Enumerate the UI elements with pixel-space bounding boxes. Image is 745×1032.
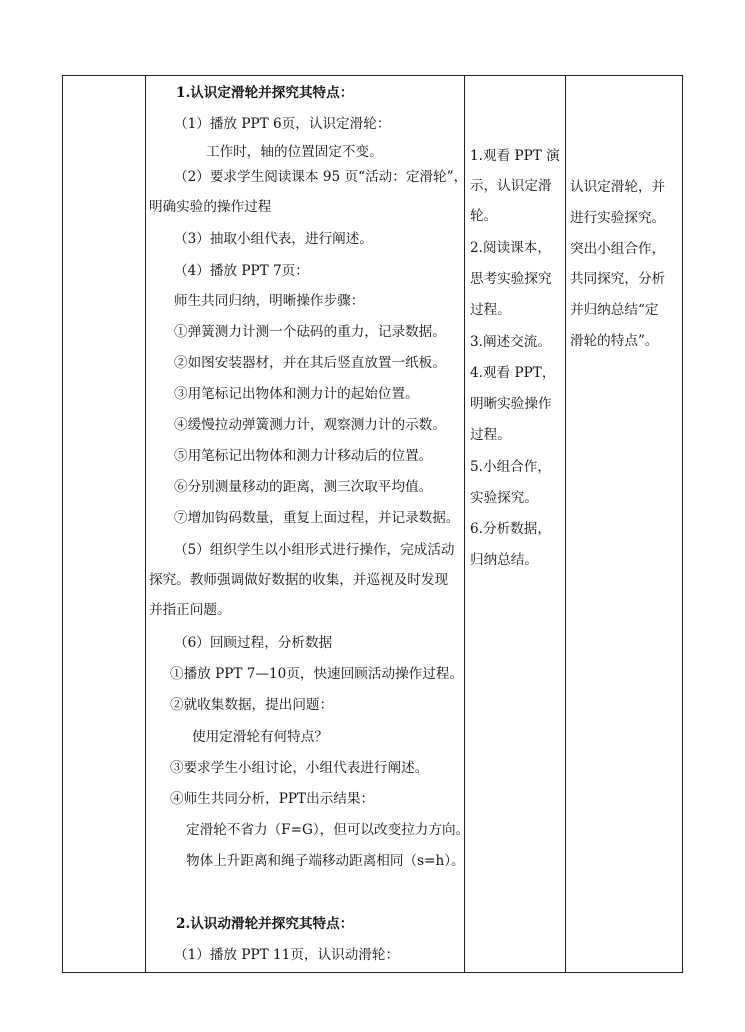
student-line: 归纳总结。 bbox=[470, 552, 538, 568]
student-line: 2.阅读课本， bbox=[470, 240, 551, 256]
review-step-2: ②就收集数据，提出问题： bbox=[170, 697, 334, 713]
column-divider-1 bbox=[145, 76, 146, 972]
review-question: 使用定滑轮有何特点？ bbox=[192, 729, 328, 745]
step4-line: （4）播放 PPT 7页： bbox=[174, 263, 309, 279]
result-line-2: 物体上升距离和绳子端移动距离相同（s=h）。 bbox=[186, 853, 465, 869]
operation-step-5: ⑤用笔标记出物体和测力计移动后的位置。 bbox=[174, 448, 433, 464]
student-line: 思考实验探究 bbox=[470, 271, 552, 287]
student-line: 4.观看 PPT， bbox=[470, 365, 556, 381]
step2-line-b: 明确实验的操作过程 bbox=[149, 199, 272, 215]
student-line: 实验探究。 bbox=[470, 490, 538, 506]
student-line: 过程。 bbox=[470, 427, 511, 443]
step2-line-a: （2）要求学生阅读课本 95 页“活动：定滑轮”， bbox=[174, 169, 468, 185]
student-line: 过程。 bbox=[470, 302, 511, 318]
review-step-1: ①播放 PPT 7—10页，快速回顾活动操作过程。 bbox=[170, 666, 464, 682]
operation-step-7: ⑦增加钩码数量，重复上面过程，并记录数据。 bbox=[174, 510, 460, 526]
step5-line-c: 并指正问题。 bbox=[149, 602, 231, 618]
section2-title: 2.认识动滑轮并探究其特点： bbox=[176, 916, 354, 932]
step1-line-b: 工作时，轴的位置固定不变。 bbox=[206, 144, 383, 160]
section2-step1: （1）播放 PPT 11页，认识动滑轮： bbox=[174, 947, 400, 963]
section1-title: 1.认识定滑轮并探究其特点： bbox=[176, 85, 354, 101]
student-line: 6.分析数据， bbox=[470, 521, 551, 537]
operation-step-3: ③用笔标记出物体和测力计的起始位置。 bbox=[174, 386, 419, 402]
student-line: 1.观看 PPT 演 bbox=[470, 148, 560, 164]
review-step-4: ④师生共同分析，PPT出示结果： bbox=[170, 791, 375, 807]
intent-line: 滑轮的特点”。 bbox=[570, 333, 659, 349]
step5-line-a: （5）组织学生以小组形式进行操作，完成活动 bbox=[174, 542, 455, 558]
operation-step-2: ②如图安装器材，并在其后竖直放置一纸板。 bbox=[174, 355, 446, 371]
step1-line-a: （1）播放 PPT 6页，认识定滑轮： bbox=[174, 116, 391, 132]
operation-step-6: ⑥分别测量移动的距离，测三次取平均值。 bbox=[174, 479, 433, 495]
student-line: 轮。 bbox=[470, 208, 498, 224]
step5-line-b: 探究。教师强调做好数据的收集，并巡视及时发现 bbox=[149, 572, 449, 588]
operation-step-1: ①弹簧测力计测一个砝码的重力，记录数据。 bbox=[174, 324, 446, 340]
intent-line: 进行实验探究。 bbox=[570, 210, 666, 226]
operation-step-4: ④缓慢拉动弹簧测力计，观察测力计的示数。 bbox=[174, 417, 446, 433]
student-line: 示，认识定滑 bbox=[470, 178, 552, 194]
student-line: 明晰实验操作 bbox=[470, 396, 552, 412]
result-line-1: 定滑轮不省力（F=G），但可以改变拉力方向。 bbox=[186, 822, 470, 838]
column-divider-3 bbox=[565, 76, 566, 972]
intent-line: 认识定滑轮，并 bbox=[570, 179, 666, 195]
step3-line: （3）抽取小组代表，进行阐述。 bbox=[174, 231, 373, 247]
student-line: 5.小组合作， bbox=[470, 459, 551, 475]
intent-line: 共同探究，分析 bbox=[570, 271, 666, 287]
step6-line: （6）回顾过程，分析数据 bbox=[174, 635, 333, 651]
student-line: 3.阐述交流。 bbox=[470, 334, 551, 350]
intent-line: 并归纳总结“定 bbox=[570, 302, 659, 318]
intent-line: 突出小组合作， bbox=[570, 241, 666, 257]
step4-intro: 师生共同归纳，明晰操作步骤： bbox=[174, 293, 365, 309]
review-step-3: ③要求学生小组讨论，小组代表进行阐述。 bbox=[170, 760, 429, 776]
